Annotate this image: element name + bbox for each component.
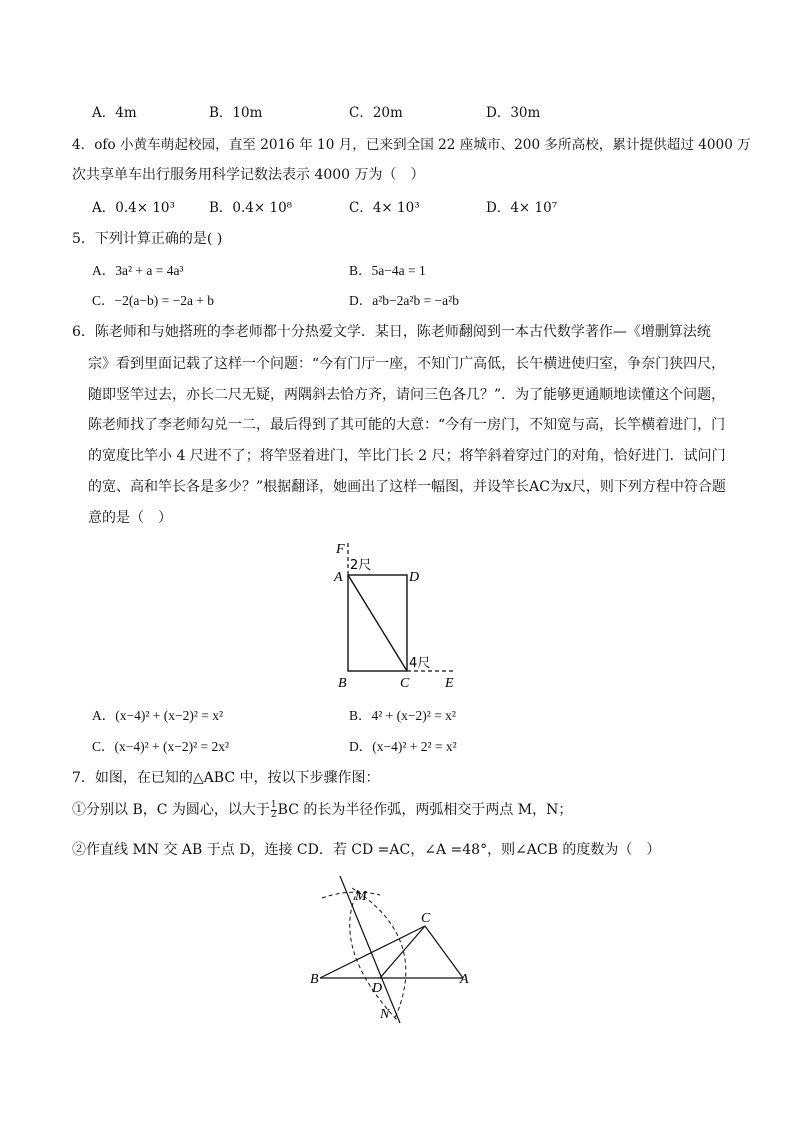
- q7-line-mn: [340, 876, 400, 1023]
- q4-option-c: C．4× 10³: [349, 200, 420, 216]
- q7-step1-pre: ①分别以 B，C 为圆心，以大于: [72, 802, 270, 818]
- q7-label-d: D: [372, 981, 383, 996]
- q3-option-c: C．20m: [349, 105, 403, 121]
- q6-label-a: A: [334, 570, 343, 585]
- q5-option-a: A．3a² + a = 4a³: [92, 263, 184, 278]
- q7-stem: 7．如图，在已知的△ABC 中，按以下步骤作图：: [72, 770, 380, 786]
- q7-fraction-num: 1: [270, 799, 277, 810]
- q6-label-f: F: [336, 542, 345, 557]
- q6-label-b: B: [338, 676, 347, 691]
- q4-stem-line2: 次共享单车出行服务用科学记数法表示 4000 万为（ ）: [72, 167, 425, 183]
- q6-stem-line2: 宗》看到里面记载了这样一个问题：“今有门厅一座，不知门广高低，长午横进使归室，争奈门狭四尺，: [88, 356, 726, 372]
- q7-step1: [72, 799, 572, 820]
- q7-step1-post: BC 的长为半径作弧，两弧相交于两点 M，N；: [277, 802, 573, 818]
- q7-step2: ②作直线 MN 交 AB 于点 D，连接 CD．若 CD =AC，∠A =48°，则∠ACB 的度数为（ ）: [72, 842, 661, 858]
- q6-stem-line7: 意的是（ ）: [88, 510, 172, 526]
- q5-option-d: D．a²b−2a²b = −a²b: [349, 293, 459, 308]
- q7-arc-right: [352, 888, 406, 1018]
- q5-stem: 5．下列计算正确的是( ): [72, 231, 223, 247]
- q5-option-b: B．5a−4a = 1: [349, 263, 426, 278]
- q6-diagonal-ac: [348, 575, 407, 671]
- q7-side-ca: [425, 926, 463, 978]
- q6-label-4chi: 4尺: [409, 656, 431, 671]
- q4-option-a: A．0.4× 10³: [92, 200, 175, 216]
- q6-stem-line6: 的宽、高和竿长各是多少？”根据翻译，她画出了这样一幅图，并设竿长AC为x尺，则下列方程中符合题: [88, 479, 726, 495]
- q7-side-bc: [320, 926, 425, 978]
- q6-door-figure: [325, 535, 465, 695]
- q7-label-c: C: [421, 911, 431, 926]
- q7-segment-cd: [380, 926, 425, 978]
- q6-option-a: A．(x−4)² + (x−2)² = x²: [92, 708, 224, 723]
- q6-label-e: E: [445, 676, 454, 691]
- q4-stem-line1: 4．ofo 小黄车萌起校园，直至 2016 年 10 月，已来到全国 22 座城市、200 多所高校，累计提供超过 4000 万: [72, 137, 751, 153]
- q7-arc-left: [350, 890, 397, 1020]
- q3-option-a: A．4m: [92, 105, 137, 121]
- q6-stem-line5: 的宽度比竿小 4 尺进不了；将竿竖着进门，竿比门长 2 尺；将竿斜着穿过门的对角，恰好进门．试问门: [88, 448, 726, 464]
- q7-label-n: N: [380, 1007, 390, 1022]
- q7-fraction-den: 2: [270, 809, 277, 820]
- q5-option-c: C．−2(a−b) = −2a + b: [92, 293, 215, 308]
- q7-construction-figure: [300, 868, 490, 1028]
- q7-label-b: B: [310, 972, 319, 987]
- q6-label-d: D: [409, 570, 420, 585]
- q4-option-b: B．0.4× 10⁸: [209, 200, 293, 216]
- q3-option-d: D．30m: [486, 105, 541, 121]
- q6-option-b: B．4² + (x−2)² = x²: [349, 708, 456, 723]
- q6-label-2chi: 2尺: [350, 558, 372, 573]
- q4-option-d: D．4× 10⁷: [486, 200, 558, 216]
- q6-stem-line3: 随即竖竿过去，亦长二尺无疑，两隅斜去恰方齐，请问三色各几？”．为了能够更通顺地读懂这个问题，: [88, 387, 726, 403]
- q6-label-c: C: [400, 676, 410, 691]
- q7-fraction: [271, 801, 277, 820]
- q6-option-c: C．(x−4)² + (x−2)² = 2x²: [92, 739, 230, 754]
- q7-label-a: A: [460, 972, 469, 987]
- q6-stem-line4: 陈老师找了李老师勾兑一二，最后得到了其可能的大意：“今有一房门，不知宽与高，长竿横着进门，门: [88, 417, 726, 433]
- q6-option-d: D．(x−4)² + 2² = x²: [349, 739, 457, 754]
- q3-option-b: B．10m: [209, 105, 263, 121]
- q7-label-m: M: [355, 889, 367, 904]
- q6-stem-line1: 6．陈老师和与她搭班的李老师都十分热爱文学．某日，陈老师翻阅到一本古代数学著作—《增删算法统: [72, 324, 711, 340]
- q7-arc-m: [322, 892, 380, 898]
